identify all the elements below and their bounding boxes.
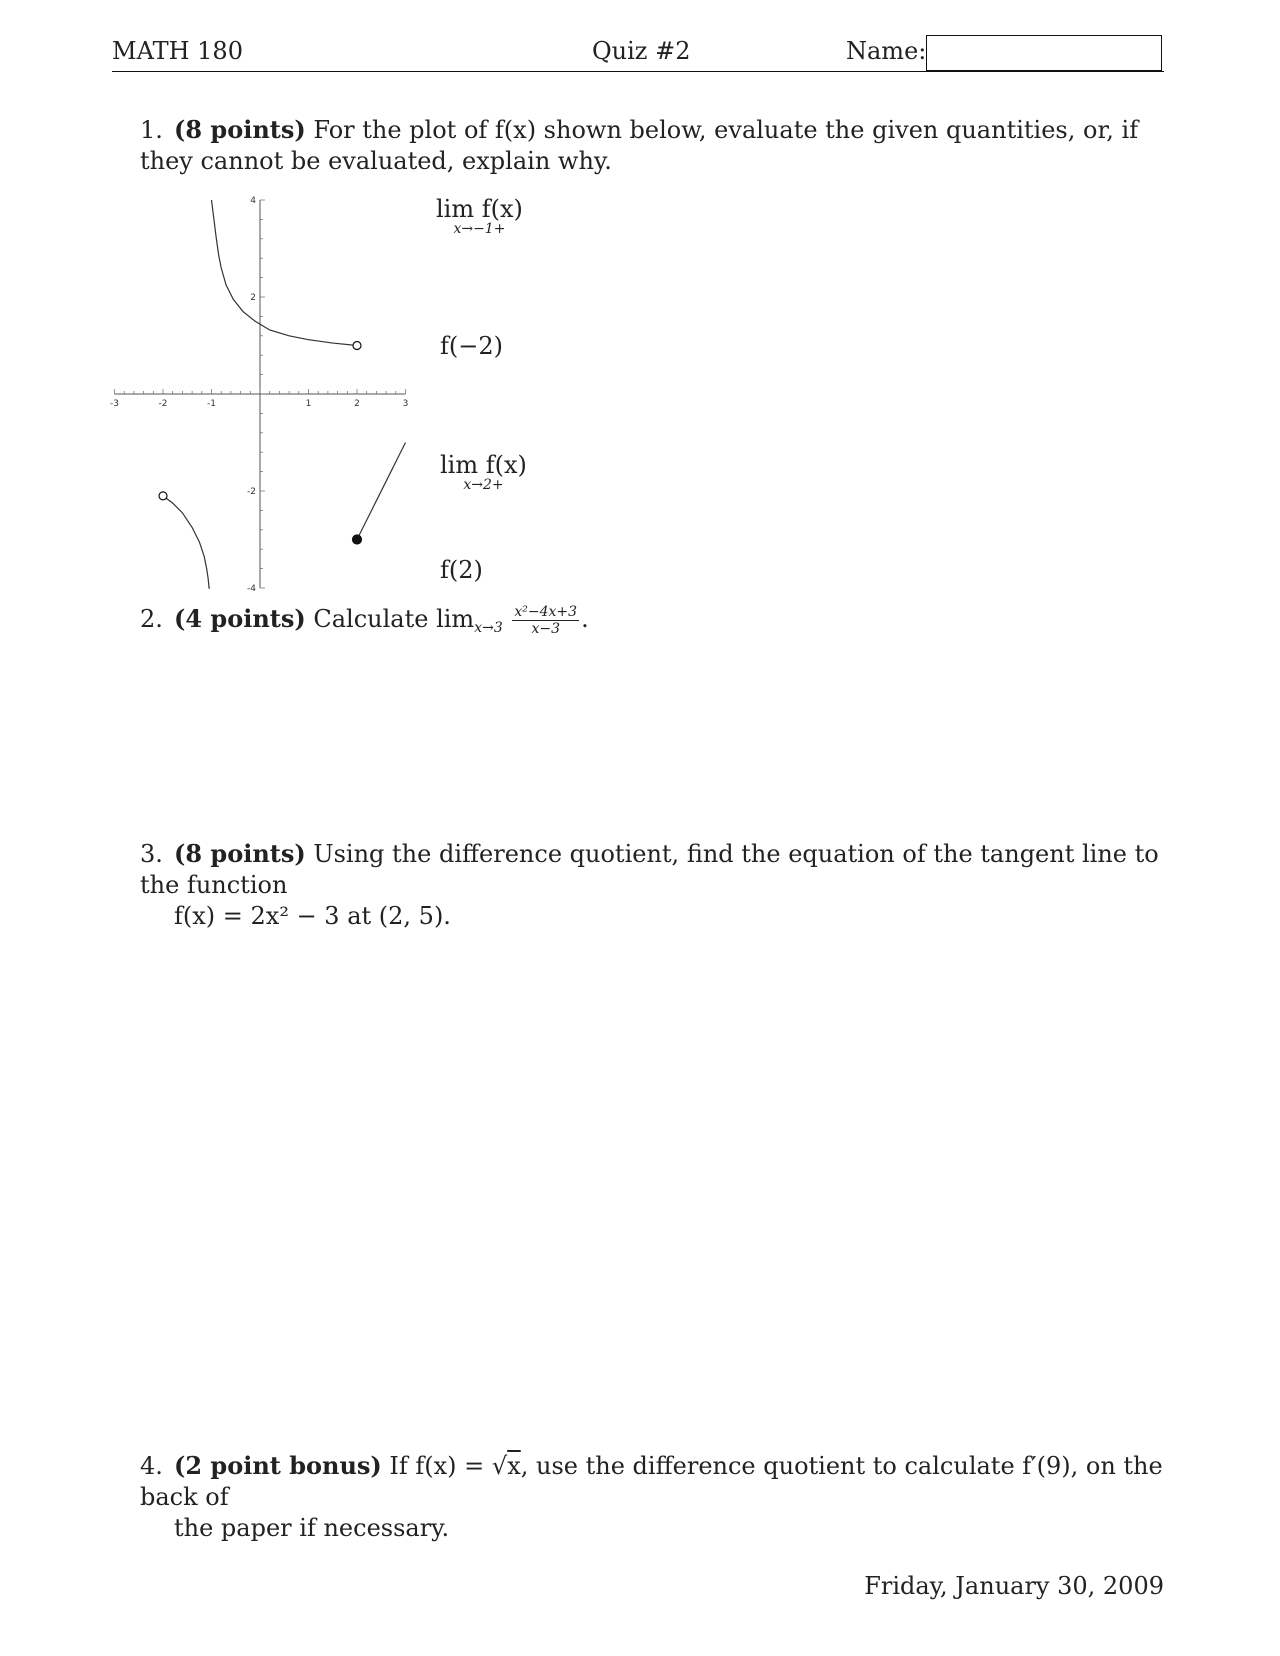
quantity-2: f(−2) [440, 332, 503, 360]
question-2 [140, 603, 589, 644]
question-4-text-line2: the paper if necessary. [174, 1514, 450, 1542]
question-4-text-cont: , use the difference quotient to calculate f′(9), on the back of [140, 1452, 1163, 1511]
course-title: MATH 180 [112, 37, 243, 65]
question-4-text: If f(x) = √ [389, 1452, 508, 1480]
question-4-sqrt-arg: x [507, 1452, 521, 1480]
name-label: Name: [846, 37, 927, 65]
question-2-end: . [581, 605, 589, 633]
open-endpoint [353, 342, 361, 350]
question-2-fraction [512, 604, 579, 637]
question-2-lim-sub: x→3 [474, 620, 503, 636]
quantity-1-main: lim f(x) [436, 195, 523, 223]
question-2-text: Calculate lim [313, 605, 475, 633]
question-4-points: (2 point bonus) [174, 1451, 382, 1480]
x-tick-label: 1 [305, 399, 312, 409]
y-tick-label: 2 [250, 293, 256, 303]
footer-date: Friday, January 30, 2009 [864, 1572, 1164, 1600]
curve-piece-lower [163, 496, 210, 588]
name-field[interactable] [926, 35, 1162, 71]
plot-ticks [110, 196, 408, 594]
function-plot [108, 190, 434, 610]
question-4-number: 4. [140, 1452, 163, 1480]
curve-piece-line [357, 443, 406, 540]
quantity-3-sub: x→2+ [463, 477, 504, 493]
question-1-text: For the plot of f(x) shown below, evaluate the given quantities, or, if they cannot be evaluated, explain why. [140, 116, 1139, 175]
quantity-3 [440, 453, 527, 493]
question-4 [140, 1450, 1164, 1544]
x-tick-label: -3 [110, 399, 119, 409]
question-2-number: 2. [140, 605, 163, 633]
y-tick-label: -2 [247, 487, 256, 497]
quantity-4: f(2) [440, 556, 483, 584]
question-1-number: 1. [140, 116, 163, 144]
question-3-text-line2: f(x) = 2x² − 3 at (2, 5). [174, 902, 451, 930]
question-1-points: (8 points) [174, 115, 306, 144]
x-tick-label: 2 [354, 399, 360, 409]
x-tick-label: -2 [158, 399, 168, 409]
question-3-points: (8 points) [174, 839, 306, 868]
x-tick-label: 3 [402, 399, 409, 409]
question-2-numerator: x²−4x+3 [514, 604, 578, 620]
open-endpoint [159, 492, 167, 500]
y-tick-label: -4 [247, 584, 256, 594]
question-2-denominator: x−3 [531, 621, 560, 637]
y-tick-label: 4 [250, 196, 256, 206]
curve-piece-upper [212, 200, 358, 346]
x-tick-label: -1 [207, 399, 216, 409]
closed-endpoint [353, 535, 362, 544]
quiz-title: Quiz #2 [592, 37, 691, 65]
quantity-3-main: lim f(x) [440, 451, 527, 479]
question-1 [140, 114, 1164, 177]
header-rule [112, 71, 1164, 72]
question-3 [140, 838, 1164, 932]
quantity-1 [436, 197, 523, 237]
quantity-1-sub: x→−1+ [453, 221, 506, 237]
question-3-number: 3. [140, 840, 163, 868]
question-3-text: Using the difference quotient, find the equation of the tangent line to the function [140, 840, 1159, 899]
question-2-points: (4 points) [174, 604, 306, 633]
